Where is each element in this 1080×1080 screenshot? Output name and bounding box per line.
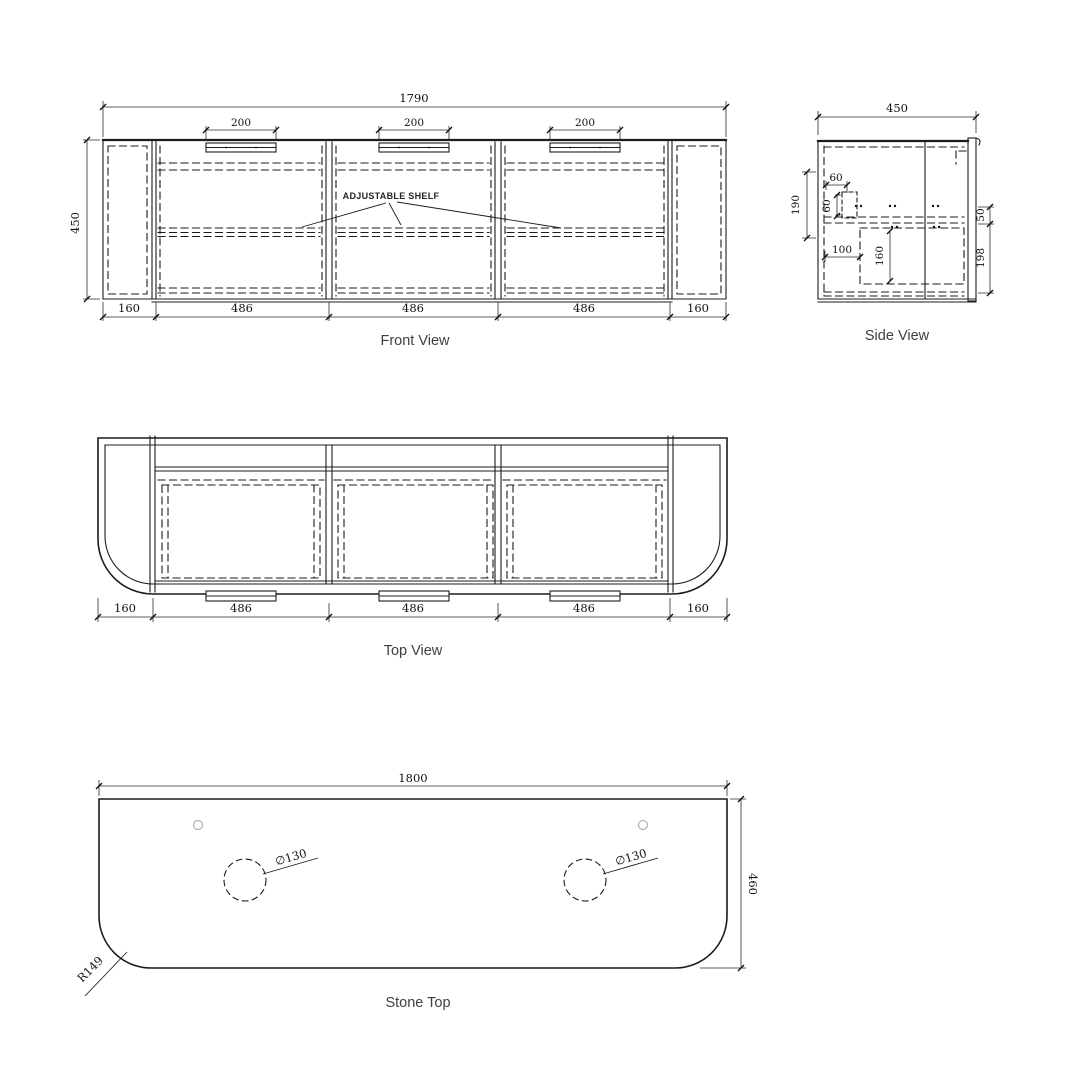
top-drawer-boxes <box>162 485 662 578</box>
side-dim-100: 100 <box>831 244 853 256</box>
front-dim-1790: 1790 <box>399 91 429 105</box>
top-dim-486-2: 486 <box>402 601 424 615</box>
front-right-wing-dashed <box>677 146 721 294</box>
front-dim-450-lines <box>83 140 100 299</box>
top-view <box>95 436 730 659</box>
front-outline <box>103 140 726 302</box>
front-dim-handle-1: 200 <box>230 117 252 129</box>
side-dim-depth: 450 <box>886 101 908 115</box>
top-wing-dividers <box>150 436 673 592</box>
front-dim-486-3: 486 <box>573 301 595 315</box>
side-dim-50: 50 <box>975 208 987 222</box>
front-door-gap-dashes <box>160 146 664 296</box>
stone-top <box>74 771 760 1011</box>
front-dim-486-2: 486 <box>402 301 424 315</box>
stone-corner-radius: R149 <box>74 953 106 985</box>
top-dim-486-3: 486 <box>573 601 595 615</box>
top-back-rail-and-front <box>155 467 668 581</box>
stone-dim-460-lines <box>700 799 746 968</box>
side-view <box>790 101 994 344</box>
front-dividers <box>326 142 501 299</box>
top-inner-shell <box>105 445 720 584</box>
front-left-wing-dashed <box>108 146 147 294</box>
front-dim-right-160: 160 <box>687 301 709 315</box>
stone-dim-width: 1800 <box>398 771 428 785</box>
front-view <box>68 91 729 349</box>
side-door-hook <box>976 138 980 145</box>
front-dim-handle-3: 200 <box>574 117 596 129</box>
side-dim-60-horizontal: 60 <box>829 172 843 184</box>
side-hinge-plate-dashed <box>842 192 857 218</box>
side-inner-dashes <box>824 146 966 296</box>
top-dim-right-160: 160 <box>687 601 709 615</box>
front-dim-height: 450 <box>68 212 82 234</box>
adjustable-shelf-annotation: ADJUSTABLE SHELF <box>342 191 440 201</box>
side-view-label: Side View <box>864 328 930 344</box>
side-outline <box>818 141 976 302</box>
shelf-leader-lines <box>302 202 561 228</box>
stone-tap-hole-left <box>224 859 266 901</box>
top-handles <box>206 591 620 601</box>
stone-top-label: Stone Top <box>385 995 451 1011</box>
stone-hole-dia-right: ∅130 <box>613 846 649 869</box>
front-dim-left-160: 160 <box>118 301 140 315</box>
front-dim-handle-2: 200 <box>403 117 425 129</box>
stone-dim-depth: 460 <box>746 873 760 895</box>
side-dim-190-lines <box>802 172 816 238</box>
side-dim-190: 190 <box>790 194 802 216</box>
top-view-label: Top View <box>383 643 443 659</box>
top-outer-shell <box>98 438 727 594</box>
front-shelf-dashes <box>158 163 664 293</box>
stone-overflow-hole-left <box>194 821 203 830</box>
front-view-label: Front View <box>380 333 450 349</box>
top-section-dividers <box>326 445 501 584</box>
front-handles <box>206 143 620 152</box>
side-dim-198: 198 <box>975 247 987 269</box>
front-carcass-edges <box>152 140 672 299</box>
side-dim-160: 160 <box>874 245 886 267</box>
top-dim-left-160: 160 <box>114 601 136 615</box>
stone-hole-dia-left: ∅130 <box>273 846 309 869</box>
top-dim-486-1: 486 <box>230 601 252 615</box>
side-dim-60-vertical: 60 <box>821 199 833 213</box>
stone-tap-hole-right <box>564 859 606 901</box>
front-dim-486-1: 486 <box>231 301 253 315</box>
stone-overflow-hole-right <box>639 821 648 830</box>
